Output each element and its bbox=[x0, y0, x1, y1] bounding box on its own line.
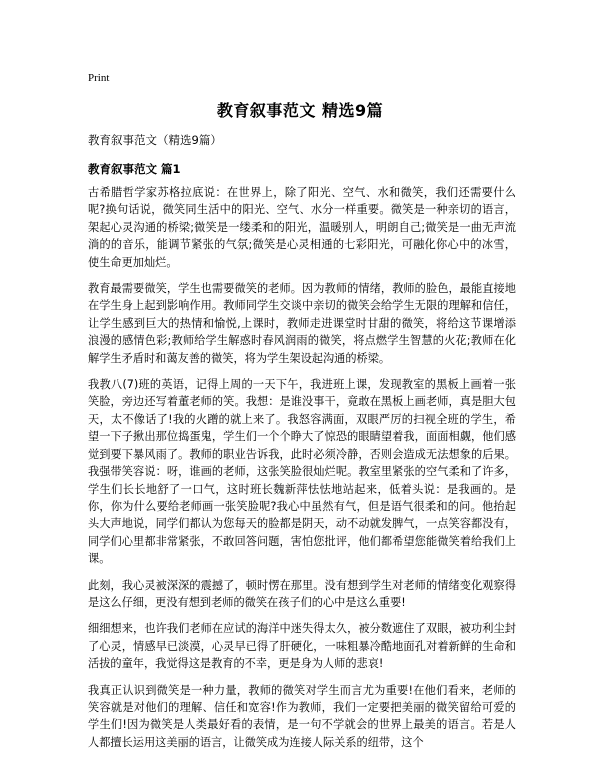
article-body bbox=[88, 184, 516, 760]
paragraph-4: 此刻，我心灵被深深的震撼了，顿时愣在那里。没有想到学生对老师的情绪变化观察得是这么仔细，更没有想到老师的微笑在孩子们的心中是这么重要! bbox=[88, 578, 516, 609]
paragraph-3: 我教八(7)班的英语，记得上周的一天下午，我进班上课，发现教室的黑板上画着一张笑脸，旁边还写着董老师的笑。我想：是谁没事干，竟敢在黑板上画老师，真是胆大包天，太不像话了!我的火蹭的就上来了。我怒容满面，双眼严厉的扫视全班的学生，希望一下子揪出那位捣蛋鬼，学生们一个个睁大了惊恐的眼睛望着我，面面相觑，他们感觉到要下暴风雨了。教师的职业告诉我，此时必须冷静，否则会造成无法想象的后果。我强带笑容说：呀，谁画的老师，这张笑脸很灿烂呢。教室里紧张的空气柔和了许多，学生们长长地舒了一口气，这时班长魏新萍怯怯地站起来，低着头说：是我画的。是你，你为什么要给老师画一张笑脸呢?我心中虽然有气，但是语气很柔和的问。他抬起头大声地说，同学们都认为您每天的脸都是阴天，动不动就发脾气，一点笑容都没有，同学们心里都非常紧张，不敢回答问题，害怕您批评，他们都希望您能微笑着给我们上课。 bbox=[88, 378, 516, 566]
paragraph-6: 我真正认识到微笑是一种力量，教师的微笑对学生而言尤为重要!在他们看来，老师的笑容就是对他们的理解、信任和宽容!作为教师，我们一定要把美丽的微笑留给可爱的学生们!因为微笑是人类最好看的表情，是一句不学就会的世界上最美的语言。若是人人都擅长运用这美丽的语言，让微笑成为连接人际关系的纽带，这个 bbox=[88, 683, 516, 749]
page-title: 教育叙事范文 精选9篇 bbox=[216, 101, 384, 120]
document-subtitle: 教育叙事范文（精选9篇） bbox=[88, 133, 222, 147]
print-link[interactable]: Print bbox=[88, 72, 110, 84]
paragraph-5: 细细想来，也许我们老师在应试的海洋中迷失得太久，被分数遮住了双眼，被功利尘封了心灵，情感早已淡漠，心灵早已得了肝硬化，一味粗暴冷酷地面孔对着新鲜的生命和活拔的童年，我觉得这是教育的不幸，更是身为人师的悲哀! bbox=[88, 622, 516, 671]
paragraph-1: 古希腊哲学家苏格拉底说：在世界上，除了阳光、空气、水和微笑，我们还需要什么呢?换句话说，微笑同生活中的阳光、空气、水分一样重要。微笑是一种亲切的语言，架起心灵沟通的桥梁;微笑是一缕柔和的阳光，温暖别人，明朗自己;微笑是一曲无声流淌的的音乐，能调节紧张的气氛;微笑是心灵相通的七彩阳光，可融化你心中的冰雪，使生命更加灿烂。 bbox=[88, 186, 516, 269]
section-heading: 教育叙事范文 篇1 bbox=[88, 162, 181, 176]
paragraph-2: 教育最需要微笑，学生也需要微笑的老师。因为教师的情绪，教师的脸色，最能直接地在学生身上起到影响作用。教师同学生交谈中亲切的微笑会给学生无限的理解和信任，让学生感到巨大的热情和愉悦,上课时，教师走进课堂时甘甜的微笑，将给这节课增添浪漫的感情色彩;教师给学生解惑时春风润雨的微笑，将点燃学生智慧的火花;教师在化解学生矛盾时和蔼友善的微笑，将为学生架设起沟通的桥梁。 bbox=[88, 282, 516, 365]
